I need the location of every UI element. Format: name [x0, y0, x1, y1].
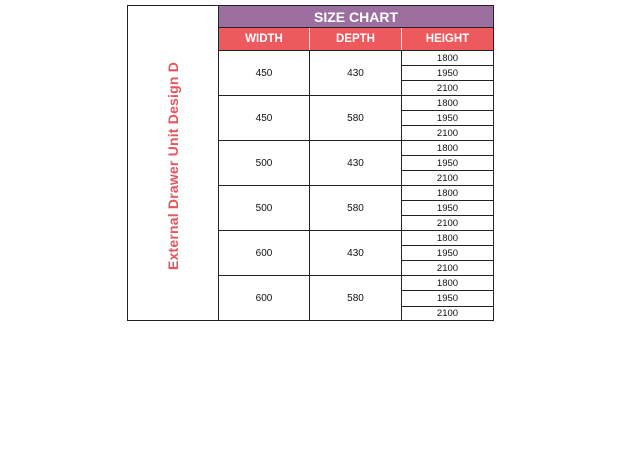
table-row	[219, 231, 493, 276]
height-cell: 1950	[402, 246, 493, 261]
height-cells	[402, 51, 493, 95]
height-cells	[402, 96, 493, 140]
depth-cell: 430	[310, 51, 402, 95]
size-chart-table	[127, 5, 494, 321]
depth-cell: 430	[310, 231, 402, 275]
column-header-width: WIDTH	[219, 28, 310, 50]
height-cell: 1800	[402, 186, 493, 201]
product-label: External Drawer Unit Design D	[165, 61, 181, 271]
height-cell: 1800	[402, 51, 493, 66]
height-cell: 1800	[402, 231, 493, 246]
height-cells	[402, 276, 493, 321]
height-cell: 1950	[402, 66, 493, 81]
height-cell: 2100	[436, 82, 459, 94]
height-cell: 1950	[402, 201, 493, 216]
height-cell: 1800	[402, 141, 493, 156]
table-row	[219, 141, 493, 186]
table-row	[219, 276, 493, 321]
width-cell: 600	[219, 231, 310, 275]
width-cell: 450	[219, 51, 310, 95]
width-cell: 500	[219, 141, 310, 185]
height-cells	[402, 231, 493, 275]
table-body	[219, 51, 493, 321]
depth-cell: 580	[310, 186, 402, 230]
table-row	[219, 51, 493, 96]
height-cell: 1950	[402, 156, 493, 171]
size-chart-title: SIZE CHART	[219, 6, 493, 28]
height-cell: 2100	[436, 127, 459, 139]
column-header-depth: DEPTH	[310, 28, 402, 50]
column-header-height: HEIGHT	[425, 33, 470, 45]
height-cell: 2100	[436, 308, 459, 320]
depth-cell: 580	[310, 276, 402, 321]
depth-cell: 430	[310, 141, 402, 185]
height-cell: 1950	[402, 111, 493, 126]
height-cells	[402, 186, 493, 230]
height-cell: 1950	[402, 291, 493, 306]
table-row	[219, 96, 493, 141]
height-cell: 1800	[402, 96, 493, 111]
height-cells	[402, 141, 493, 185]
width-cell: 500	[219, 186, 310, 230]
height-cell: 1800	[402, 276, 493, 291]
height-cell: 2100	[436, 217, 459, 229]
table-header	[219, 28, 493, 51]
width-cell: 600	[219, 276, 310, 321]
depth-cell: 580	[310, 96, 402, 140]
table-row	[219, 186, 493, 231]
height-cell: 2100	[436, 172, 459, 184]
width-cell: 450	[219, 96, 310, 140]
height-cell: 2100	[436, 262, 459, 274]
product-label-column	[128, 6, 219, 320]
